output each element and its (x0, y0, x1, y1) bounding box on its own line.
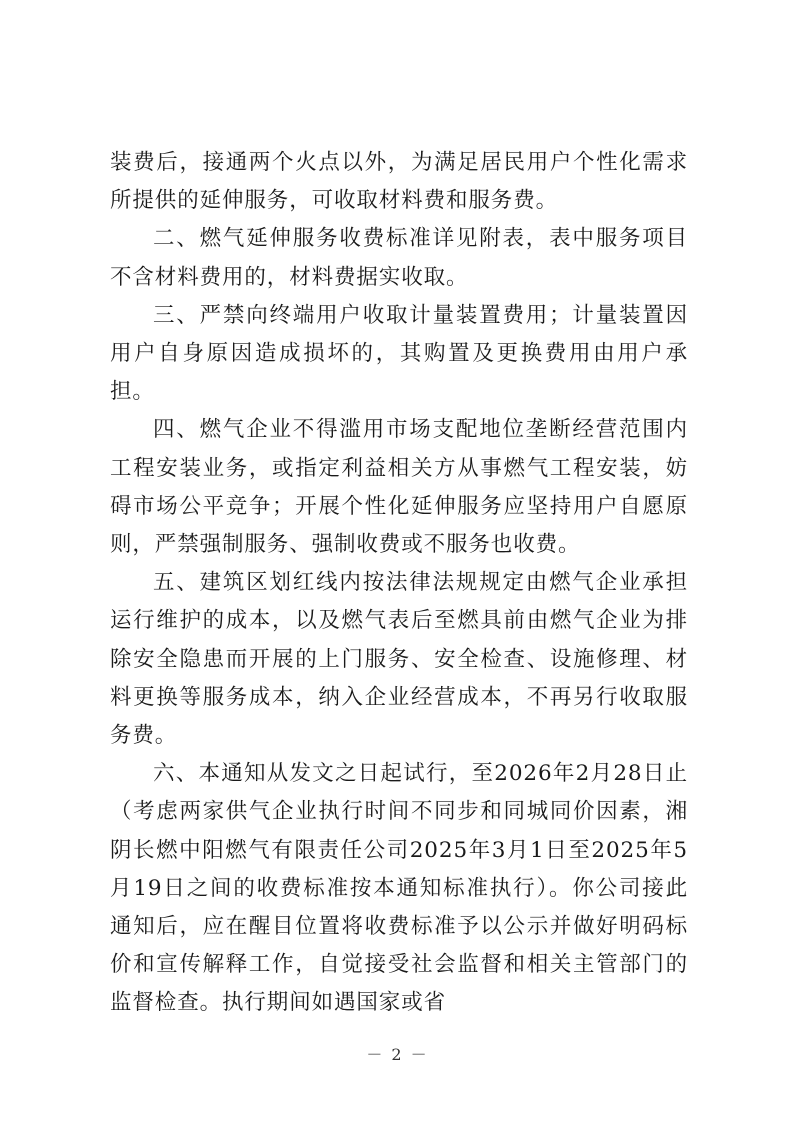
document-body (110, 144, 688, 1023)
paragraph-item-5: 五、建筑区划红线内按法律法规规定由燃气企业承担运行维护的成本，以及燃气表后至燃具前由燃气企业为排除安全隐患而开展的上门服务、安全检查、设施修理、材料更换等服务成本，纳入企业经营成本，不再另行收取服务费。 (110, 570, 688, 749)
paragraph-item-3: 三、严禁向终端用户收取计量装置费用；计量装置因用户自身原因造成损坏的，其购置及更换费用由用户承担。 (110, 302, 688, 405)
paragraph-item-2: 二、燃气延伸服务收费标准详见附表，表中服务项目不含材料费用的，材料费据实收取。 (110, 226, 688, 290)
paragraph-continuation: 装费后，接通两个火点以外，为满足居民用户个性化需求所提供的延伸服务，可收取材料费和服务费。 (110, 150, 688, 214)
page-number: － 2 － (366, 1045, 429, 1064)
paragraph-item-4: 四、燃气企业不得滥用市场支配地位垄断经营范围内工程安装业务，或指定利益相关方从事燃气工程安装，妨碍市场公平竞争；开展个性化延伸服务应坚持用户自愿原则，严禁强制服务、强制收费或不服务也收费。 (110, 417, 688, 558)
paragraph-item-6: 六、本通知从发文之日起试行，至2026年2月28日止（考虑两家供气企业执行时间不同步和同城同价因素，湘阴长燃中阳燃气有限责任公司2025年3月1日至2025年5月19日之间的收费标准按本通知标准执行）。你公司接此通知后，应在醒目位置将收费标准予以公示并做好明码标价和宣传解释工作，自觉接受社会监督和相关主管部门的监督检查。执行期间如遇国家或省 (110, 761, 688, 1016)
